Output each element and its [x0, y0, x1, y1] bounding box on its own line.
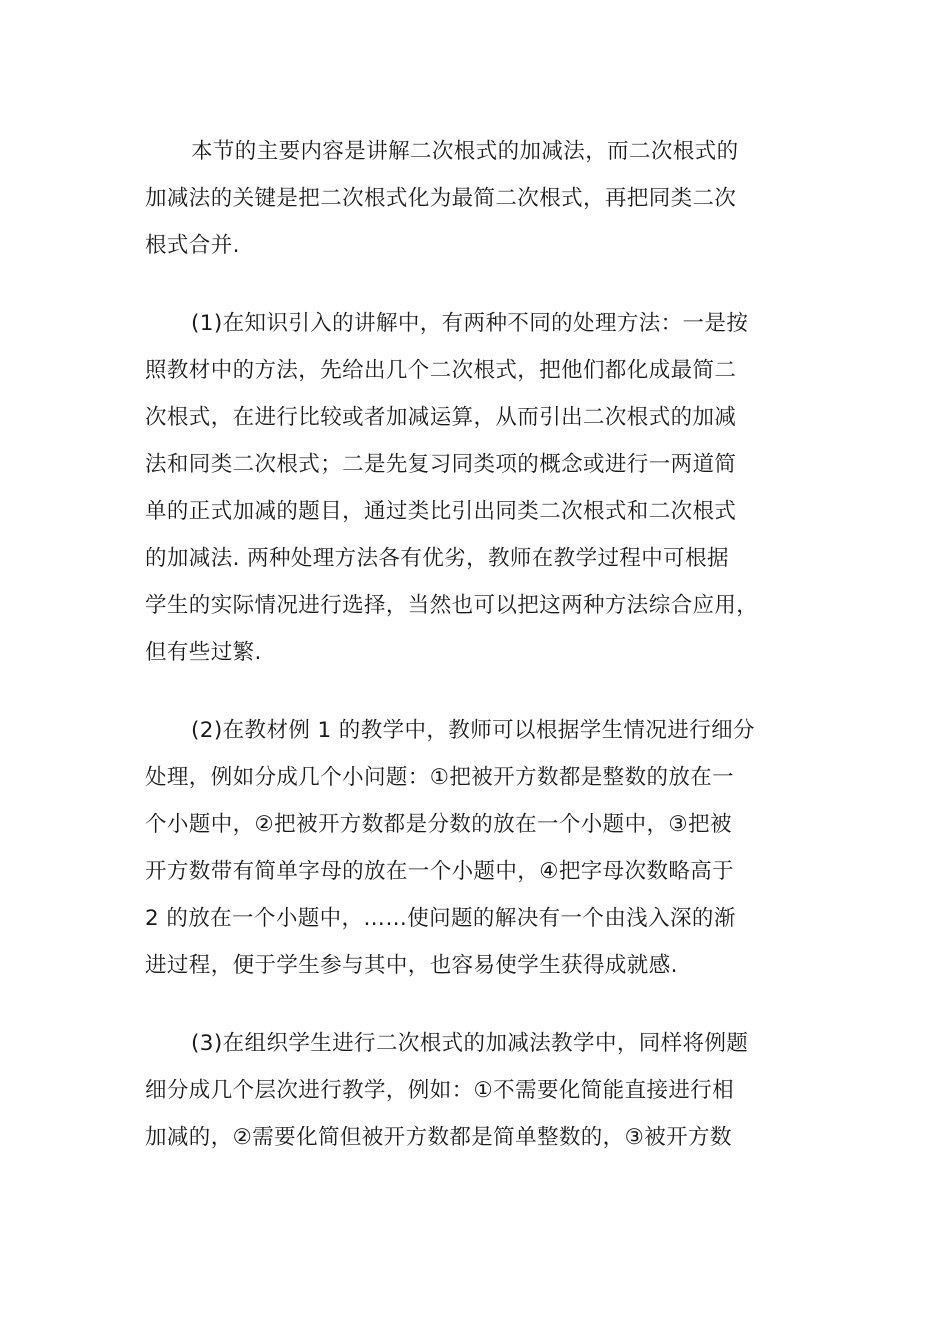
- text-line: 开方数带有简单字母的放在一个小题中，④把字母次数略高于: [145, 859, 735, 884]
- text-line: (1)在知识引入的讲解中，有两种不同的处理方法：一是按: [191, 311, 749, 336]
- text-line: 单的正式加减的题目，通过类比引出同类二次根式和二次根式: [145, 499, 737, 524]
- text-line: 2 的放在一个小题中，……使问题的解决有一个由浅入深的渐: [145, 906, 736, 931]
- document-body: [145, 128, 805, 1192]
- paragraph-point-1: [145, 300, 805, 676]
- text-line: 学生的实际情况进行选择，当然也可以把这两种方法综合应用，: [145, 593, 759, 618]
- text-line: 次根式，在进行比较或者加减运算，从而引出二次根式的加减: [145, 405, 737, 430]
- text-line: 但有些过繁.: [145, 640, 262, 665]
- text-line: 根式合并.: [145, 233, 240, 258]
- paragraph-point-3: [145, 1020, 805, 1161]
- text-line: (2)在教材例 1 的教学中，教师可以根据学生情况进行细分: [191, 718, 755, 743]
- text-line: 的加减法. 两种处理方法各有优劣，教师在教学过程中可根据: [145, 546, 729, 571]
- text-line: 照教材中的方法，先给出几个二次根式，把他们都化成最简二: [145, 358, 737, 383]
- text-line: 法和同类二次根式；二是先复习同类项的概念或进行一两道简: [145, 452, 737, 477]
- paragraph-intro: [145, 128, 805, 269]
- text-line: 加减法的关键是把二次根式化为最简二次根式，再把同类二次: [145, 186, 737, 211]
- text-line: 进过程，便于学生参与其中，也容易使学生获得成就感.: [145, 953, 678, 978]
- paragraph-point-2: [145, 707, 805, 989]
- text-line: 本节的主要内容是讲解二次根式的加减法，而二次根式的: [191, 139, 739, 164]
- text-line: 加减的，②需要化简但被开方数都是简单整数的，③被开方数: [145, 1125, 732, 1150]
- text-line: 细分成几个层次进行教学，例如：①不需要化简能直接进行相: [145, 1078, 735, 1103]
- text-line: (3)在组织学生进行二次根式的加减法教学中，同样将例题: [191, 1031, 749, 1056]
- text-line: 个小题中，②把被开方数都是分数的放在一个小题中，③把被: [145, 812, 732, 837]
- text-line: 处理，例如分成几个小问题：①把被开方数都是整数的放在一: [145, 765, 735, 790]
